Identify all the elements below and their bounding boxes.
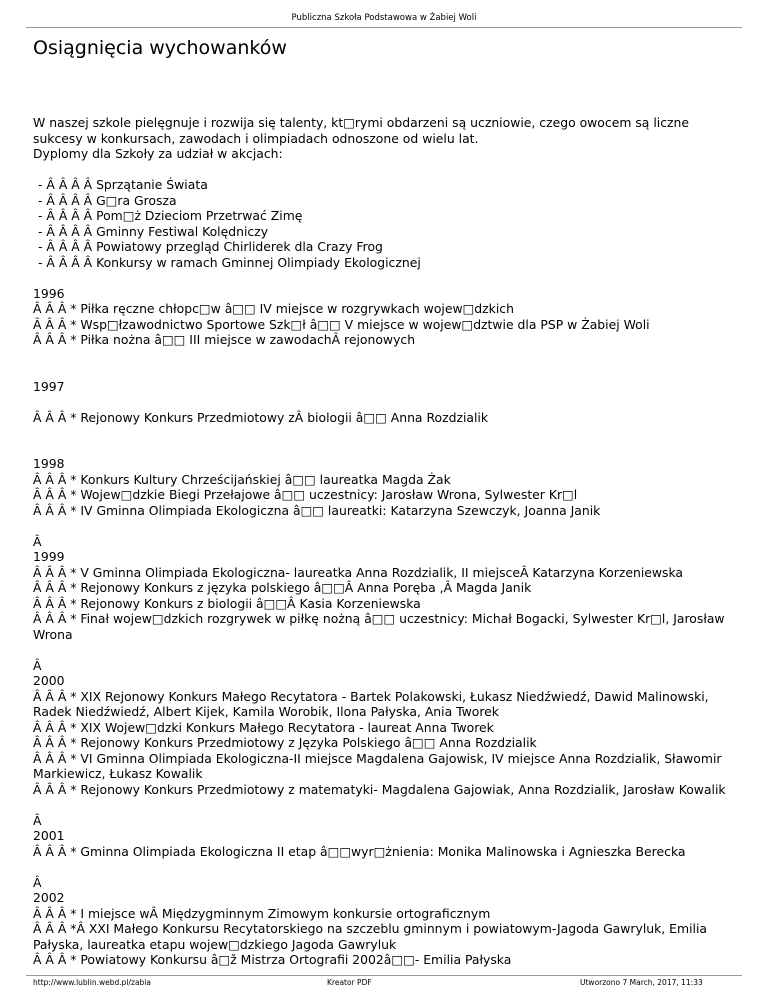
action-item: - Â Â Â Â Konkursy w ramach Gminnej Olimpiady Ekologicznej: [38, 254, 421, 270]
footer-generator: Kreator PDF: [327, 978, 372, 987]
year-heading-1996: 1996: [33, 285, 65, 301]
achievement-item: Â Â Â * XIX Rejonowy Konkurs Małego Recytatora - Bartek Polakowski, Łukasz Niedźwiedź, Dawid Malinowski, Radek Niedźwiedź, Albert Kijek, Kamila Worobik, Ilona Pałyska, Ania Tworek: [33, 688, 709, 719]
achievement-item: Â Â Â * Wsp□łzawodnictwo Sportowe Szk□ł â□□ V miejsce w wojew□dztwie dla PSP w Żabiej Woli: [33, 316, 650, 332]
year-heading-1998: 1998: [33, 456, 65, 471]
year-lead-char: Â: [33, 533, 42, 549]
year-heading-1999: 1999: [33, 549, 65, 564]
year-heading-2002: 2002: [33, 890, 65, 905]
achievement-item: Â Â Â * Rejonowy Konkurs Przedmiotowy z matematyki- Magdalena Gajowiak, Anna Rozdzialik, Jarosław Kowalik: [33, 781, 726, 797]
header-rule: [26, 27, 742, 28]
footer-rule: [26, 975, 742, 976]
achievement-item: Â Â Â * Wojew□dzkie Biegi Przełajowe â□□ uczestnicy: Jarosław Wrona, Sylwester Kr□l: [33, 487, 578, 502]
intro-paragraph: W naszej szkole pielęgnuje i rozwija się talenty, kt□rymi obdarzeni są uczniowie, czego owocem są liczne sukcesy w konkursach, zawodach i olimpiadach odnoszone od wielu lat.: [33, 115, 690, 146]
achievement-item: Â Â Â * Rejonowy Konkurs z biologii â□□Â Kasia Korzeniewska: [33, 595, 421, 611]
footer-created-date: Utworzono 7 March, 2017, 11:33: [580, 978, 703, 987]
achievement-item: Â Â Â *Â XXI Małego Konkursu Recytatorskiego na szczeblu gminnym i powiatowym-Jagoda Gawryluk, Emilia Pałyska, laureatka etapu wojew□dzkiego Jagoda Gawryluk: [33, 921, 708, 952]
action-item: - Â Â Â Â Sprzątanie Świata: [38, 177, 208, 192]
achievement-item: Â Â Â * IV Gminna Olimpiada Ekologiczna â□□ laureatki: Katarzyna Szewczyk, Joanna Janik: [33, 502, 601, 518]
action-item: - Â Â Â Â G□ra Grosza: [38, 192, 177, 208]
action-item: - Â Â Â Â Pom□ż Dzieciom Przetrwać Zimę: [38, 208, 303, 223]
page-header: Publiczna Szkoła Podstawowa w Żabiej Woli: [291, 13, 477, 23]
year-lead-char: Â: [33, 874, 42, 890]
achievement-item: Â Â Â * Rejonowy Konkurs Przedmiotowy zÂ biologii â□□ Anna Rozdzialik: [33, 409, 489, 425]
year-heading-2001: 2001: [33, 828, 65, 843]
article-body: [33, 115, 733, 968]
year-lead-char: Â: [33, 657, 42, 673]
achievement-item: Â Â Â * I miejsce wÂ Międzygminnym Zimowym konkursie ortograficznym: [33, 905, 491, 921]
achievement-item: Â Â Â * Powiatowy Konkursu â□ž Mistrza Ortografii 2002â□□- Emilia Pałyska: [33, 952, 512, 967]
achievement-item: Â Â Â * V Gminna Olimpiada Ekologiczna- laureatka Anna Rozdzialik, II miejsceÂ Katarzyna Korzeniewska: [33, 564, 684, 580]
action-item: - Â Â Â Â Gminny Festiwal Kolędniczy: [38, 223, 269, 239]
footer-url-link[interactable]: http://www.lublin.webd.pl/zabia: [33, 978, 151, 987]
actions-list: [33, 177, 733, 270]
achievement-item: Â Â Â * VI Gminna Olimpiada Ekologiczna-II miejsce Magdalena Gajowisk, IV miejsce Anna Rozdzialik, Sławomir Markiewicz, Łukasz Kowalik: [33, 750, 722, 781]
page-footer: [0, 978, 768, 990]
year-heading-1997: 1997: [33, 378, 65, 394]
achievement-item: Â Â Â * Rejonowy Konkurs Przedmiotowy z Języka Polskiego â□□ Anna Rozdzialik: [33, 735, 537, 750]
achievement-item: Â Â Â * Rejonowy Konkurs z języka polskiego â□□Â Anna Poręba ,Â Magda Janik: [33, 580, 532, 595]
achievement-item: Â Â Â * Finał wojew□dzkich rozgrywek w piłkę nożną â□□ uczestnicy: Michał Bogacki, Sylwester Kr□l, Jarosław Wrona: [33, 611, 725, 642]
action-item: - Â Â Â Â Powiatowy przegląd Chirliderek dla Crazy Frog: [38, 239, 383, 254]
achievement-item: Â Â Â * Konkurs Kultury Chrześcijańskiej â□□ laureatka Magda Żak: [33, 471, 451, 487]
achievement-item: Â Â Â * XIX Wojew□dzki Konkurs Małego Recytatora - laureat Anna Tworek: [33, 719, 494, 735]
year-heading-2000: 2000: [33, 673, 65, 688]
diplomas-heading: Dyplomy dla Szkoły za udział w akcjach:: [33, 146, 283, 161]
achievement-item: Â Â Â * Piłka ręczne chłopc□w â□□ IV miejsce w rozgrywkach wojew□dzkich: [33, 301, 514, 316]
achievement-item: Â Â Â * Piłka nożna â□□ III miejsce w zawodachÂ rejonowych: [33, 332, 416, 347]
achievement-item: Â Â Â * Gminna Olimpiada Ekologiczna II etap â□□wyr□żnienia: Monika Malinowska i Agnieszka Berecka: [33, 843, 686, 859]
year-lead-char: Â: [33, 812, 42, 828]
page-title: Osiągnięcia wychowanków: [33, 37, 287, 59]
